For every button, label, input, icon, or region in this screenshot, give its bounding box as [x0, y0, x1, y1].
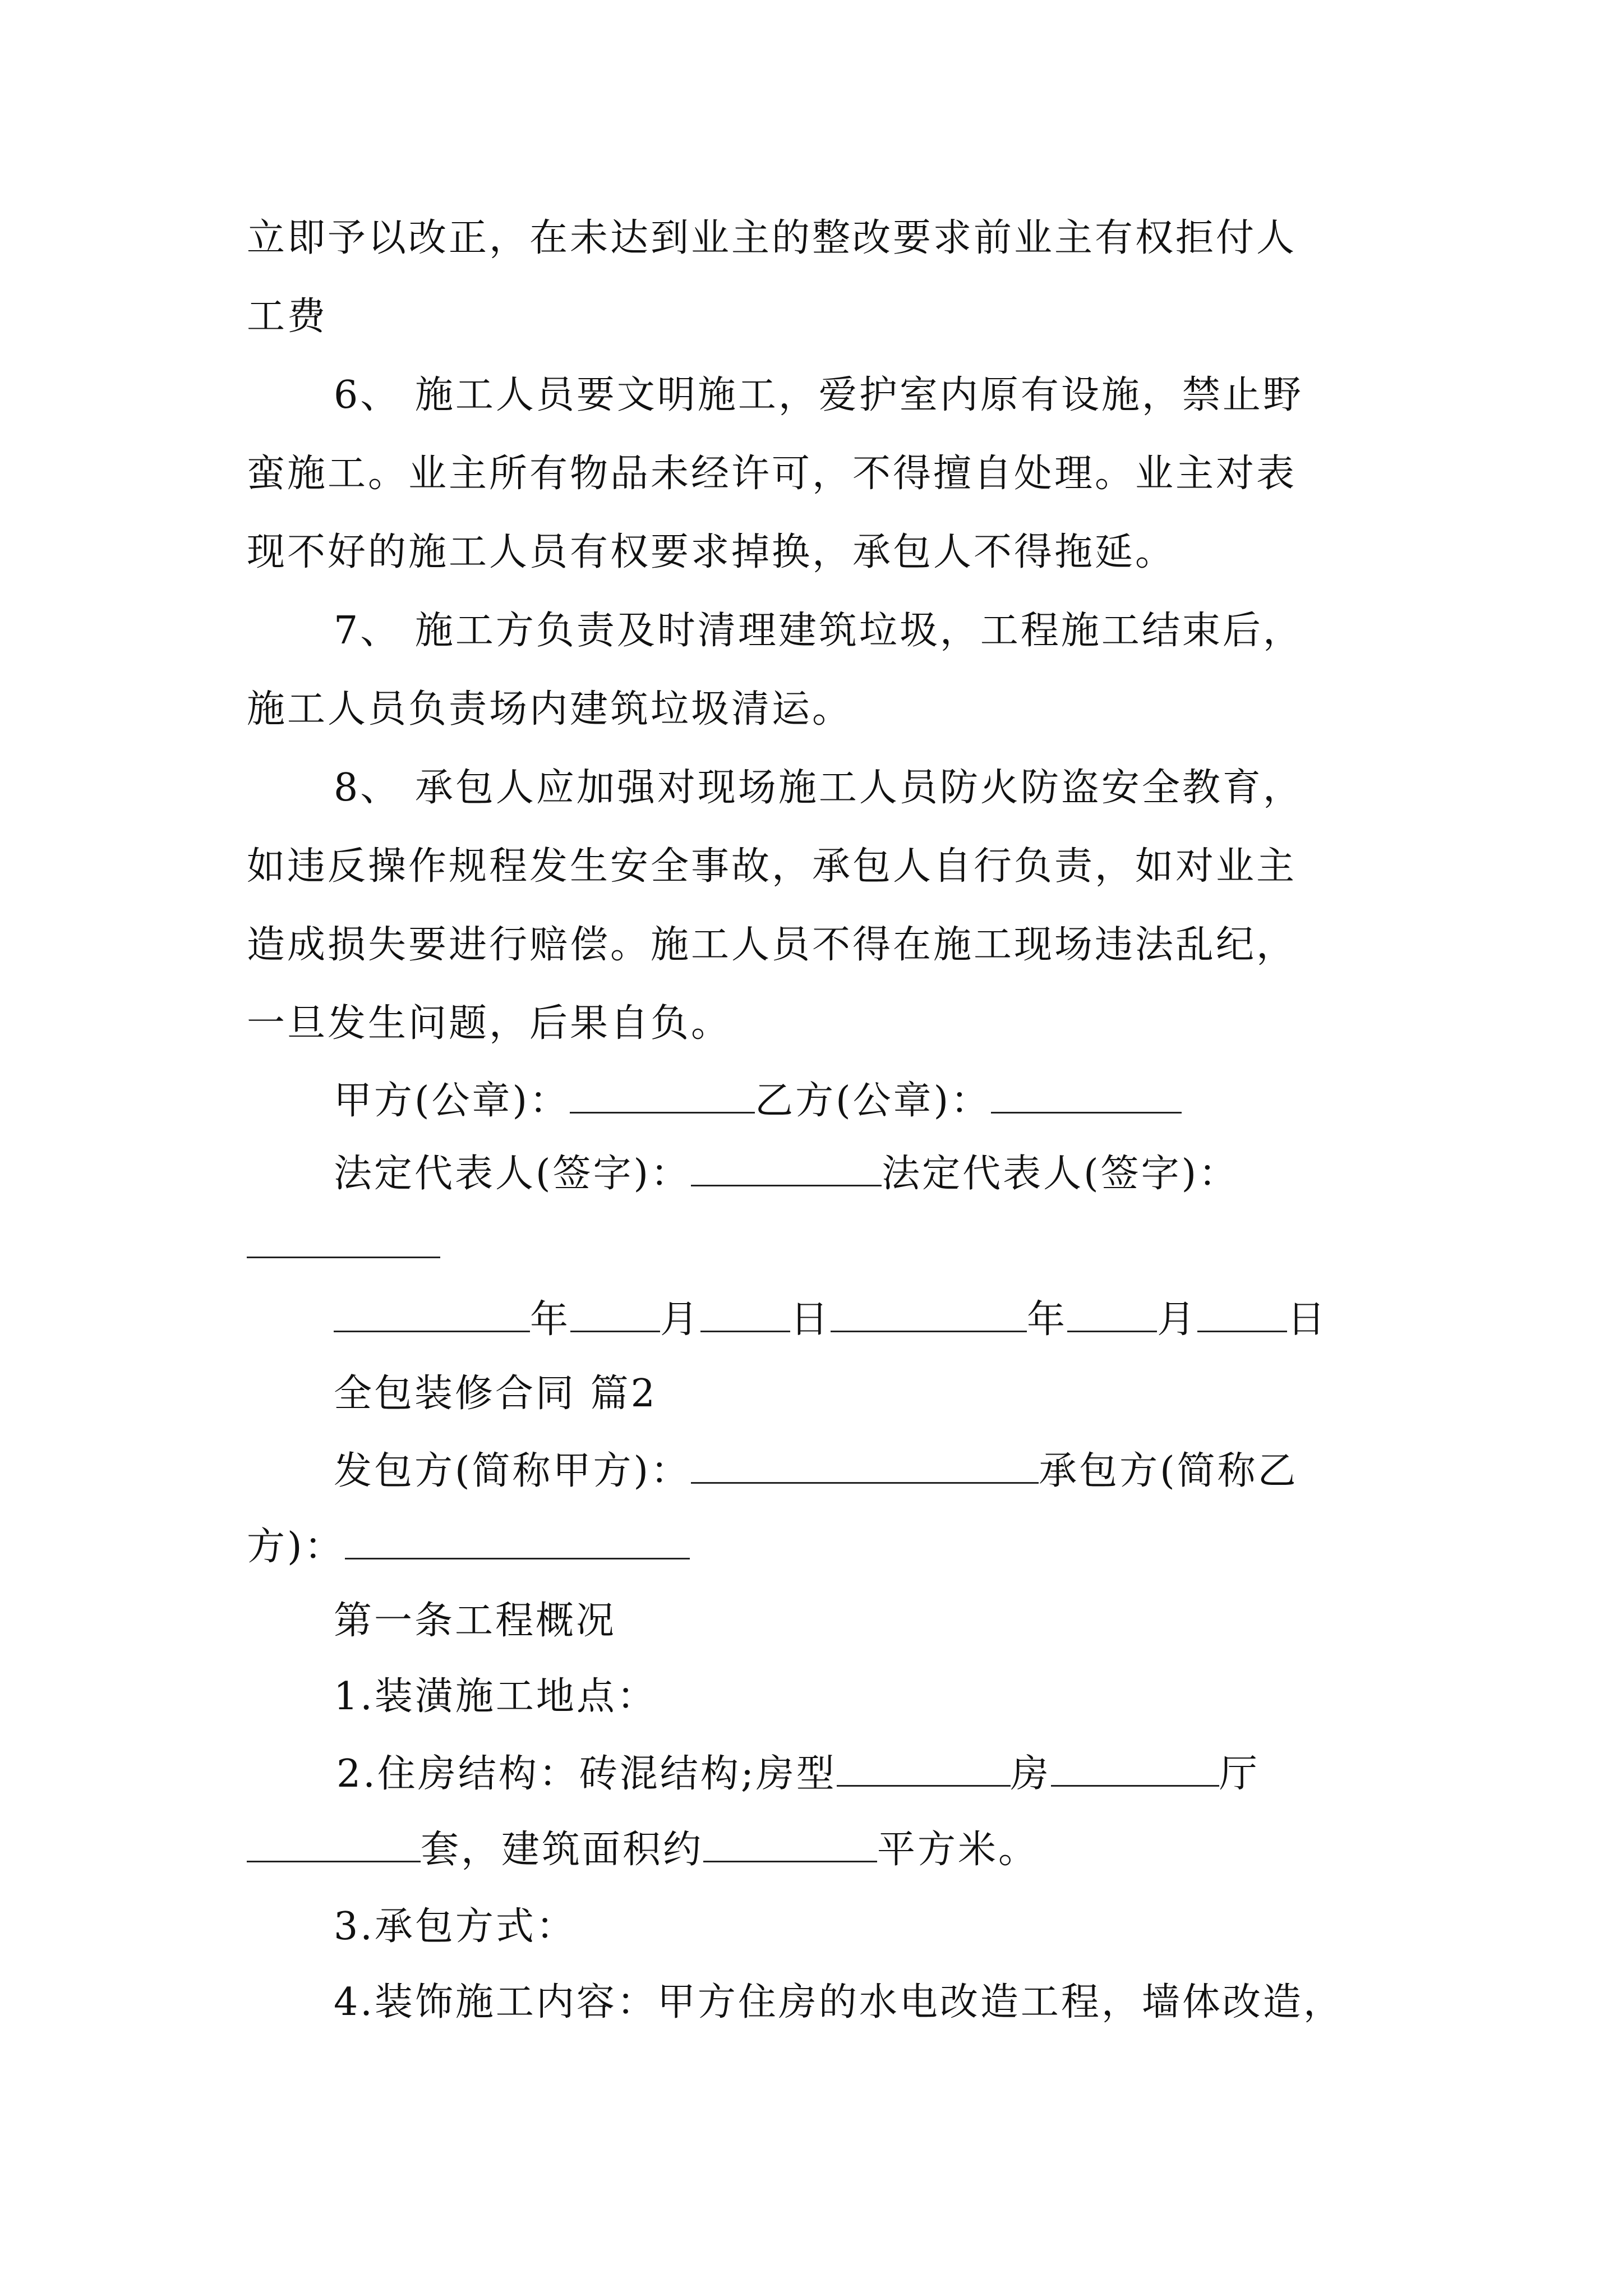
clause-2-cont: [247, 1826, 1039, 1872]
party-b-blank[interactable]: [991, 1077, 1182, 1114]
date-b-year: 年: [1027, 1297, 1068, 1342]
rep-a-label: 法定代表人(签字)：: [334, 1152, 691, 1196]
item-7-line: 7、 施工方负责及时清理建筑垃圾，工程施工结束后，: [334, 609, 1303, 653]
contractor-blank[interactable]: [345, 1523, 690, 1559]
item-7-line: 施工人员负责场内建筑垃圾清运。: [247, 687, 853, 731]
party-a-label: 甲方(公章)：: [334, 1079, 570, 1123]
paragraph-line: 工费: [247, 295, 328, 339]
contractor-label: 承包方(简称乙: [1039, 1449, 1298, 1493]
contract-2-title: 全包装修合同 篇2: [334, 1372, 657, 1416]
issuer-blank[interactable]: [691, 1447, 1039, 1484]
clause-2: [336, 1750, 1260, 1797]
signature-party-line: [334, 1077, 1182, 1124]
rep-b-label: 法定代表人(签字)：: [882, 1152, 1239, 1196]
date-a-year-blank[interactable]: [334, 1296, 530, 1332]
clause-1: 1.装潢施工地点：: [334, 1674, 657, 1719]
date-a-day-blank[interactable]: [700, 1296, 790, 1332]
item-6-line: 6、 施工人员要文明施工，爱护室内原有设施，禁止野: [334, 373, 1303, 417]
rep-b-blank[interactable]: [247, 1257, 440, 1258]
item-6-line: 蛮施工。业主所有物品未经许可，不得擅自处理。业主对表: [247, 452, 1297, 496]
date-b-day: 日: [1287, 1297, 1328, 1342]
party-a-blank[interactable]: [570, 1077, 755, 1114]
item-8-line: 如违反操作规程发生安全事故，承包人自行负责，如对业主: [247, 844, 1297, 889]
contractor-label-cont: 方)：: [247, 1525, 345, 1569]
area-text: 套，建筑面积约: [421, 1828, 704, 1872]
item-8-line: 造成损失要进行赔偿。施工人员不得在施工现场违法乱纪，: [247, 923, 1297, 967]
date-a-day: 日: [790, 1297, 831, 1342]
date-a-month-blank[interactable]: [570, 1296, 660, 1332]
rep-a-blank[interactable]: [691, 1150, 882, 1186]
hall-count-blank[interactable]: [1051, 1750, 1219, 1787]
party-b-label: 乙方(公章)：: [755, 1079, 992, 1123]
date-a-month: 月: [660, 1297, 701, 1342]
date-a-year: 年: [530, 1297, 571, 1342]
area-unit: 平方米。: [877, 1828, 1039, 1872]
issuer-label: 发包方(简称甲方)：: [334, 1449, 691, 1493]
clause-2-text: 2.住房结构：砖混结构;房型: [336, 1752, 837, 1796]
item-8-line: 8、 承包人应加强对现场施工人员防火防盗安全教育，: [334, 766, 1303, 810]
item-8-line: 一旦发生问题，后果自负。: [247, 1001, 732, 1046]
parties-line: [334, 1447, 1298, 1494]
item-6-line: 现不好的施工人员有权要求掉换，承包人不得拖延。: [247, 530, 1176, 574]
room-label: 房: [1010, 1752, 1051, 1796]
room-count-blank[interactable]: [837, 1750, 1011, 1787]
paragraph-line: 立即予以改正，在未达到业主的整改要求前业主有权拒付人: [247, 216, 1297, 260]
date-b-month-blank[interactable]: [1067, 1296, 1157, 1332]
clause-4: 4.装饰施工内容：甲方住房的水电改造工程，墙体改造，: [334, 1980, 1344, 2024]
date-b-month: 月: [1157, 1297, 1198, 1342]
area-blank[interactable]: [703, 1826, 877, 1862]
hall-label: 厅: [1219, 1752, 1260, 1796]
suite-count-blank[interactable]: [247, 1826, 421, 1862]
signature-date-line: [334, 1296, 1327, 1342]
article-1-heading: 第一条工程概况: [334, 1599, 617, 1643]
date-b-day-blank[interactable]: [1197, 1296, 1287, 1332]
clause-3: 3.承包方式：: [334, 1904, 577, 1949]
parties-line-2: [247, 1523, 690, 1570]
date-b-year-blank[interactable]: [831, 1296, 1027, 1332]
signature-rep-line: [334, 1150, 1239, 1197]
